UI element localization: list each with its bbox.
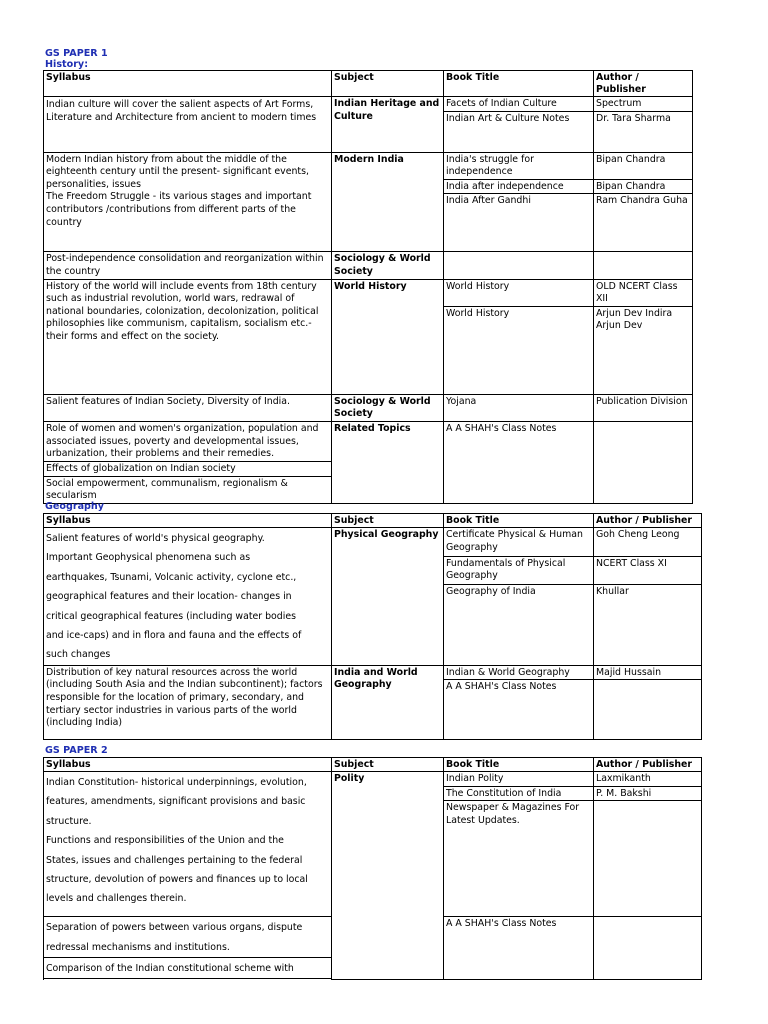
book-title: Geography of India — [444, 585, 594, 666]
physical-line: and ice-caps) and in flora and fauna and the effects of — [46, 630, 302, 642]
empty-cell — [444, 252, 594, 279]
world-syllabus: History of the world will include events from 18th century such as industrial revolution, world wars, redrawal of national boundaries, colonization, decolonization, political philosophies like communism, capitalism, socialism etc.- their forms and effect on the society. — [44, 279, 332, 394]
book-title: Newspaper & Magazines For Latest Updates. — [444, 801, 594, 917]
book-author: Khullar — [594, 585, 702, 666]
constitution-line: levels and challenges therein. — [46, 893, 187, 905]
table-row — [44, 665, 702, 680]
related-syllabus-2: Effects of globalization on Indian society — [44, 461, 332, 476]
table-row — [44, 772, 702, 787]
book-title: India After Gandhi — [444, 194, 594, 252]
geography-table — [43, 513, 702, 740]
table-row — [44, 279, 693, 306]
table-row — [44, 421, 693, 461]
book-author: NCERT Class XI — [594, 556, 702, 585]
header-author: Author / Publisher — [594, 514, 702, 528]
book-author: Spectrum — [594, 97, 693, 112]
table-row — [44, 528, 702, 557]
physical-line: such changes — [46, 649, 111, 661]
resources-syllabus: Distribution of key natural resources across the world (including South Asia and the Indian subcontinent); factors responsible for the location of primary, secondary, and tertiary sector industries in various parts of the world (including India) — [44, 665, 332, 740]
book-title: A A SHAH's Class Notes — [444, 680, 594, 740]
book-title: Indian Polity — [444, 772, 594, 787]
book-title: India after independence — [444, 179, 594, 194]
gs-paper-1-title: GS PAPER 1 — [45, 48, 108, 59]
book-title: Indian & World Geography — [444, 665, 594, 680]
physical-line: geographical features and their location- changes in — [46, 591, 292, 603]
header-subject: Subject — [332, 514, 444, 528]
book-title: Certificate Physical & Human Geography — [444, 528, 594, 557]
post-independence-subject: Sociology & World Society — [332, 252, 444, 279]
modern-subject: Modern India — [332, 152, 444, 252]
book-author — [594, 801, 702, 917]
header-syllabus: Syllabus — [44, 514, 332, 528]
physical-line: earthquakes, Tsunami, Volcanic activity, cyclone etc., — [46, 571, 297, 583]
separation-line: Separation of powers between various organs, dispute — [46, 922, 303, 934]
related-subject: Related Topics — [332, 421, 444, 503]
culture-subject: Indian Heritage and Culture — [332, 97, 444, 153]
book-title: Indian Art & Culture Notes — [444, 111, 594, 152]
related-syllabus-1: Role of women and women's organization, population and associated issues, poverty and developmental issues, urbanization, their problems and their remedies. — [44, 421, 332, 461]
table-row — [44, 394, 693, 421]
modern-syllabus — [44, 152, 332, 252]
header-author: Author / Publisher — [594, 758, 702, 772]
society-syllabus: Salient features of Indian Society, Diversity of India. — [44, 394, 332, 421]
gs2-header-row — [44, 758, 702, 772]
modern-syllabus-2: The Freedom Struggle - its various stages and important contributors /contributions from different parts of the country — [46, 191, 312, 228]
header-book-title: Book Title — [444, 758, 594, 772]
book-author: Majid Hussain — [594, 665, 702, 680]
gs-paper-2-title: GS PAPER 2 — [45, 745, 108, 756]
society-subject: Sociology & World Society — [332, 394, 444, 421]
book-author: Goh Cheng Leong — [594, 528, 702, 557]
book-author: Ram Chandra Guha — [594, 194, 693, 252]
gs2-table — [43, 757, 702, 980]
constitution-line: Functions and responsibilities of the Union and the — [46, 835, 284, 847]
physical-line: Salient features of world's physical geography. — [46, 533, 265, 544]
book-title: Fundamentals of Physical Geography — [444, 556, 594, 585]
book-author: Publication Division — [594, 394, 693, 421]
book-author — [594, 680, 702, 740]
constitution-line: structure. — [46, 815, 92, 827]
post-independence-syllabus: Post-independence consolidation and reorganization within the country — [44, 252, 332, 279]
header-book-title: Book Title — [444, 514, 594, 528]
header-syllabus: Syllabus — [44, 71, 332, 97]
book-title: World History — [444, 279, 594, 306]
book-title: India's struggle for independence — [444, 152, 594, 179]
table-row — [44, 252, 693, 279]
book-author: Bipan Chandra — [594, 179, 693, 194]
physical-subject: Physical Geography — [332, 528, 444, 666]
book-title: A A SHAH's Class Notes — [444, 421, 594, 503]
resources-subject: India and World Geography — [332, 665, 444, 740]
book-title: A A SHAH's Class Notes — [444, 917, 594, 980]
book-author: Bipan Chandra — [594, 152, 693, 179]
constitution-syllabus — [44, 772, 332, 917]
book-author: Laxmikanth — [594, 772, 702, 787]
gs1-header-row — [44, 71, 693, 97]
gs1-table — [43, 70, 693, 504]
physical-line: Important Geophysical phenomena such as — [46, 552, 251, 564]
history-label: History: — [45, 59, 89, 70]
physical-syllabus — [44, 528, 332, 666]
table-row — [44, 97, 693, 112]
constitution-line: States, issues and challenges pertaining to the federal — [46, 854, 303, 866]
constitution-line: Indian Constitution- historical underpinnings, evolution, — [46, 777, 307, 788]
culture-syllabus: Indian culture will cover the salient aspects of Art Forms, Literature and Architecture from ancient to modern times — [44, 97, 332, 153]
polity-subject: Polity — [332, 772, 444, 980]
empty-cell — [594, 917, 702, 980]
book-author: OLD NCERT Class XII — [594, 279, 693, 306]
header-book-title: Book Title — [444, 71, 594, 97]
book-title: The Constitution of India — [444, 786, 594, 801]
header-author: Author / Publisher — [594, 71, 693, 97]
book-author: Dr. Tara Sharma — [594, 111, 693, 152]
world-subject: World History — [332, 279, 444, 394]
book-author: Arjun Dev Indira Arjun Dev — [594, 306, 693, 394]
modern-syllabus-1: Modern Indian history from about the middle of the eighteenth century until the present- significant events, personalities, issues — [46, 153, 309, 190]
empty-cell — [44, 979, 332, 980]
empty-cell — [594, 421, 693, 503]
header-syllabus: Syllabus — [44, 758, 332, 772]
geography-title: Geography — [45, 501, 104, 512]
comparison-syllabus: Comparison of the Indian constitutional scheme with — [44, 958, 332, 979]
separation-line: redressal mechanisms and institutions. — [46, 941, 230, 953]
constitution-line: structure, devolution of powers and finances up to local — [46, 874, 308, 886]
related-syllabus-3: Social empowerment, communalism, regionalism & secularism — [44, 476, 332, 503]
header-subject: Subject — [332, 71, 444, 97]
physical-line: critical geographical features (including water bodies — [46, 610, 296, 622]
book-title: Yojana — [444, 394, 594, 421]
constitution-line: features, amendments, significant provisions and basic — [46, 796, 306, 808]
book-title: World History — [444, 306, 594, 394]
geo-header-row — [44, 514, 702, 528]
header-subject: Subject — [332, 758, 444, 772]
table-row — [44, 152, 693, 179]
book-title: Facets of Indian Culture — [444, 97, 594, 112]
book-author: P. M. Bakshi — [594, 786, 702, 801]
separation-syllabus — [44, 917, 332, 958]
empty-cell — [594, 252, 693, 279]
